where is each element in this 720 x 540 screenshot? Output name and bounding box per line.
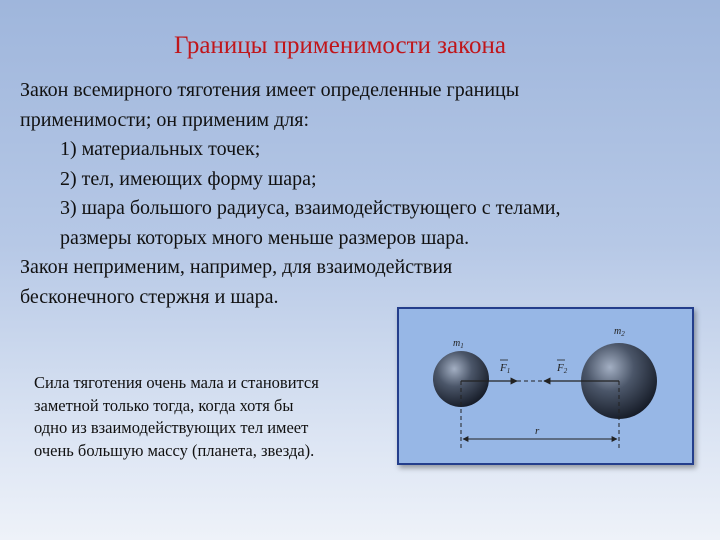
list-item-2: 2) тел, имеющих форму шара; bbox=[60, 167, 317, 190]
note-line-4: очень большую массу (планета, звезда). bbox=[34, 440, 315, 460]
note-line-2: заметной только тогда, когда хотя бы bbox=[34, 395, 294, 415]
gravitation-figure bbox=[397, 307, 694, 465]
label-f1: F1 bbox=[500, 362, 511, 375]
outro-line-1: Закон неприменим, например, для взаимодействия bbox=[20, 256, 453, 278]
main-text bbox=[20, 76, 710, 312]
list-item-1: 1) материальных точек; bbox=[60, 138, 261, 160]
label-m2: $m_2$ bbox=[614, 326, 625, 338]
label-r: r bbox=[535, 425, 540, 437]
gravitation-diagram bbox=[399, 309, 692, 463]
intro-line-1: Закон всемирного тяготения имеет определенные границы bbox=[20, 79, 520, 101]
label-m1: $m_1$ bbox=[453, 338, 464, 350]
note-line-1: Сила тяготения очень мала и становится bbox=[34, 373, 319, 392]
slide-title: Границы применимости закона bbox=[173, 32, 506, 59]
intro-line-2: применимости; он применим для: bbox=[20, 108, 309, 131]
note-line-3: одно из взаимодействующих тел имеет bbox=[34, 418, 309, 437]
list-item-3: 3) шара большого радиуса, взаимодействующего с телами, bbox=[60, 197, 561, 219]
side-note bbox=[34, 372, 379, 462]
label-f2: F2 bbox=[557, 362, 568, 375]
outro-line-2: бесконечного стержня и шара. bbox=[20, 285, 279, 308]
list-item-3-continued: размеры которых много меньше размеров шара. bbox=[60, 226, 470, 249]
